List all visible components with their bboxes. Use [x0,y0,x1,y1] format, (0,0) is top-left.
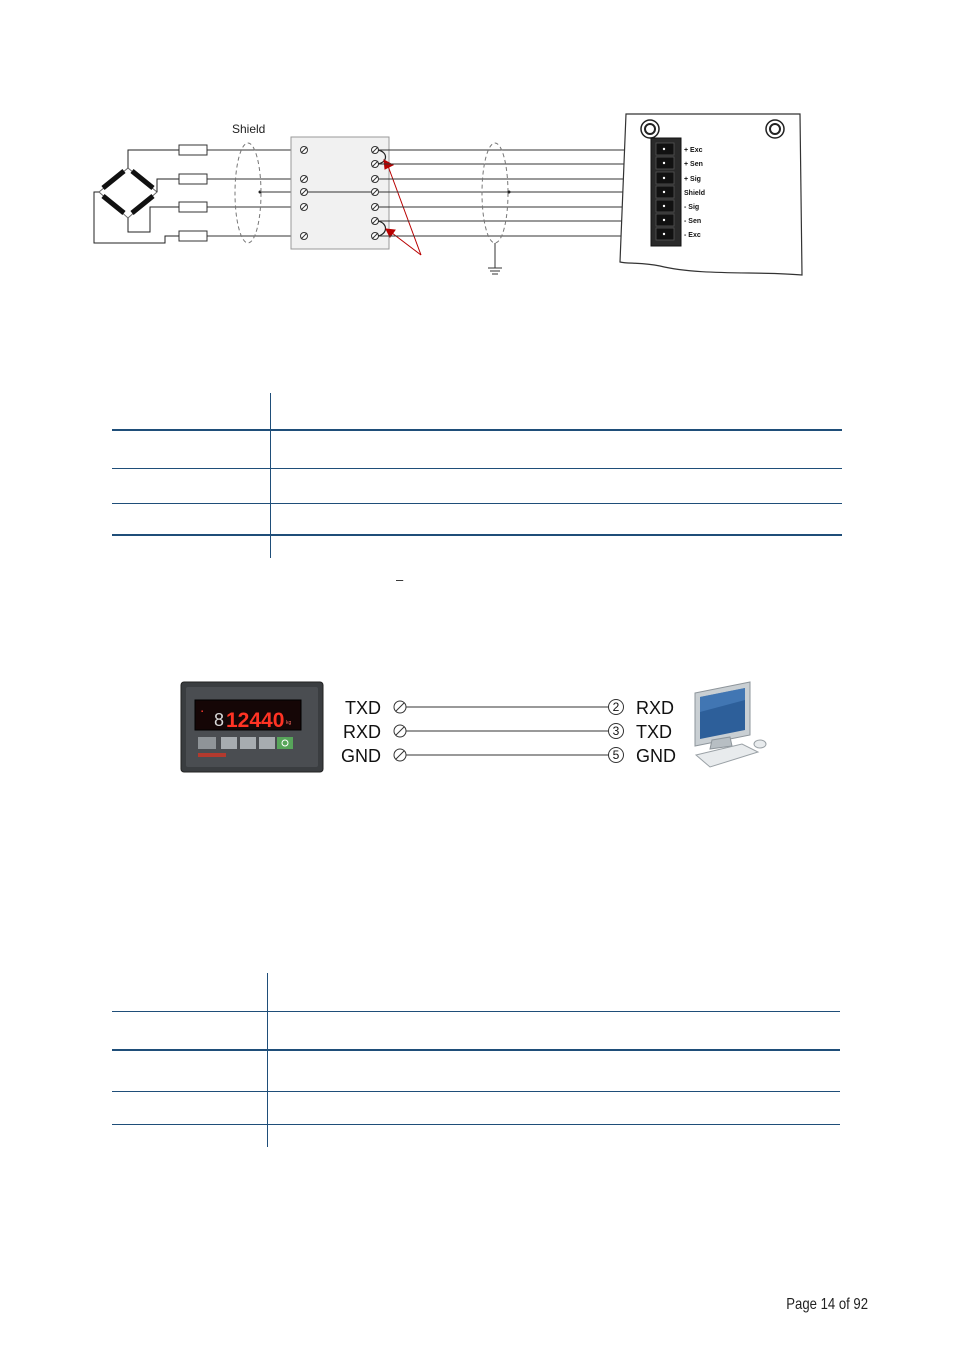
serial-connection-diagram [0,670,954,790]
cable-shield-left [235,143,261,243]
display-unit: kg [286,720,292,726]
lead-resistors [179,145,207,241]
pin-label-exc-pos: + Exc [684,147,703,154]
load-cell-wiring-diagram [0,0,954,300]
indicator-gnd-label: GND [341,746,381,766]
pin-number-2: 2 [612,700,620,714]
table1-bottom-rule [112,534,842,536]
stray-dash: – [396,572,404,587]
pin-label-exc-neg: - Exc [684,232,701,239]
shield-label: Shield [232,122,266,136]
table1-header-rule [112,429,842,431]
table1-row-rule [112,503,842,504]
pin-label-sig-neg: - Sig [684,204,700,211]
ground-symbol [488,243,502,274]
wheatstone-bridge [94,150,179,243]
table2-bottom-rule [112,1124,840,1125]
computer-icon [695,682,766,767]
table2-header-rule [112,1011,840,1012]
pc-txd-label: TXD [636,722,672,742]
output-cable [379,150,659,236]
indicator-rxd-label: RXD [342,722,381,742]
cable-shield-right [482,143,508,243]
page-number: Page 14 of 92 [786,1296,868,1313]
table2-column-divider [267,973,268,1147]
indicator-txd-label: TXD [345,698,381,718]
pin-label-shield: Shield [684,190,706,197]
pc-rxd-label: RXD [636,698,675,718]
svg-text:▪: ▪ [201,709,204,715]
weighing-indicator-front [181,682,323,772]
pin-number-3: 3 [612,724,620,738]
pin-label-sig-pos: + Sig [684,176,701,183]
display-reading: 12440 [226,709,285,732]
pc-gnd-label: GND [636,746,676,766]
screw-terminals [394,701,406,761]
table2-row-rule [112,1049,840,1051]
pin-label-sen-neg: - Sen [684,218,702,225]
table2-row-rule [112,1091,840,1092]
pin-label-sen-pos: + Sen [684,161,703,168]
pin-number-5: 5 [612,748,620,762]
svg-text:8: 8 [214,710,225,730]
table1-row-rule [112,468,842,469]
